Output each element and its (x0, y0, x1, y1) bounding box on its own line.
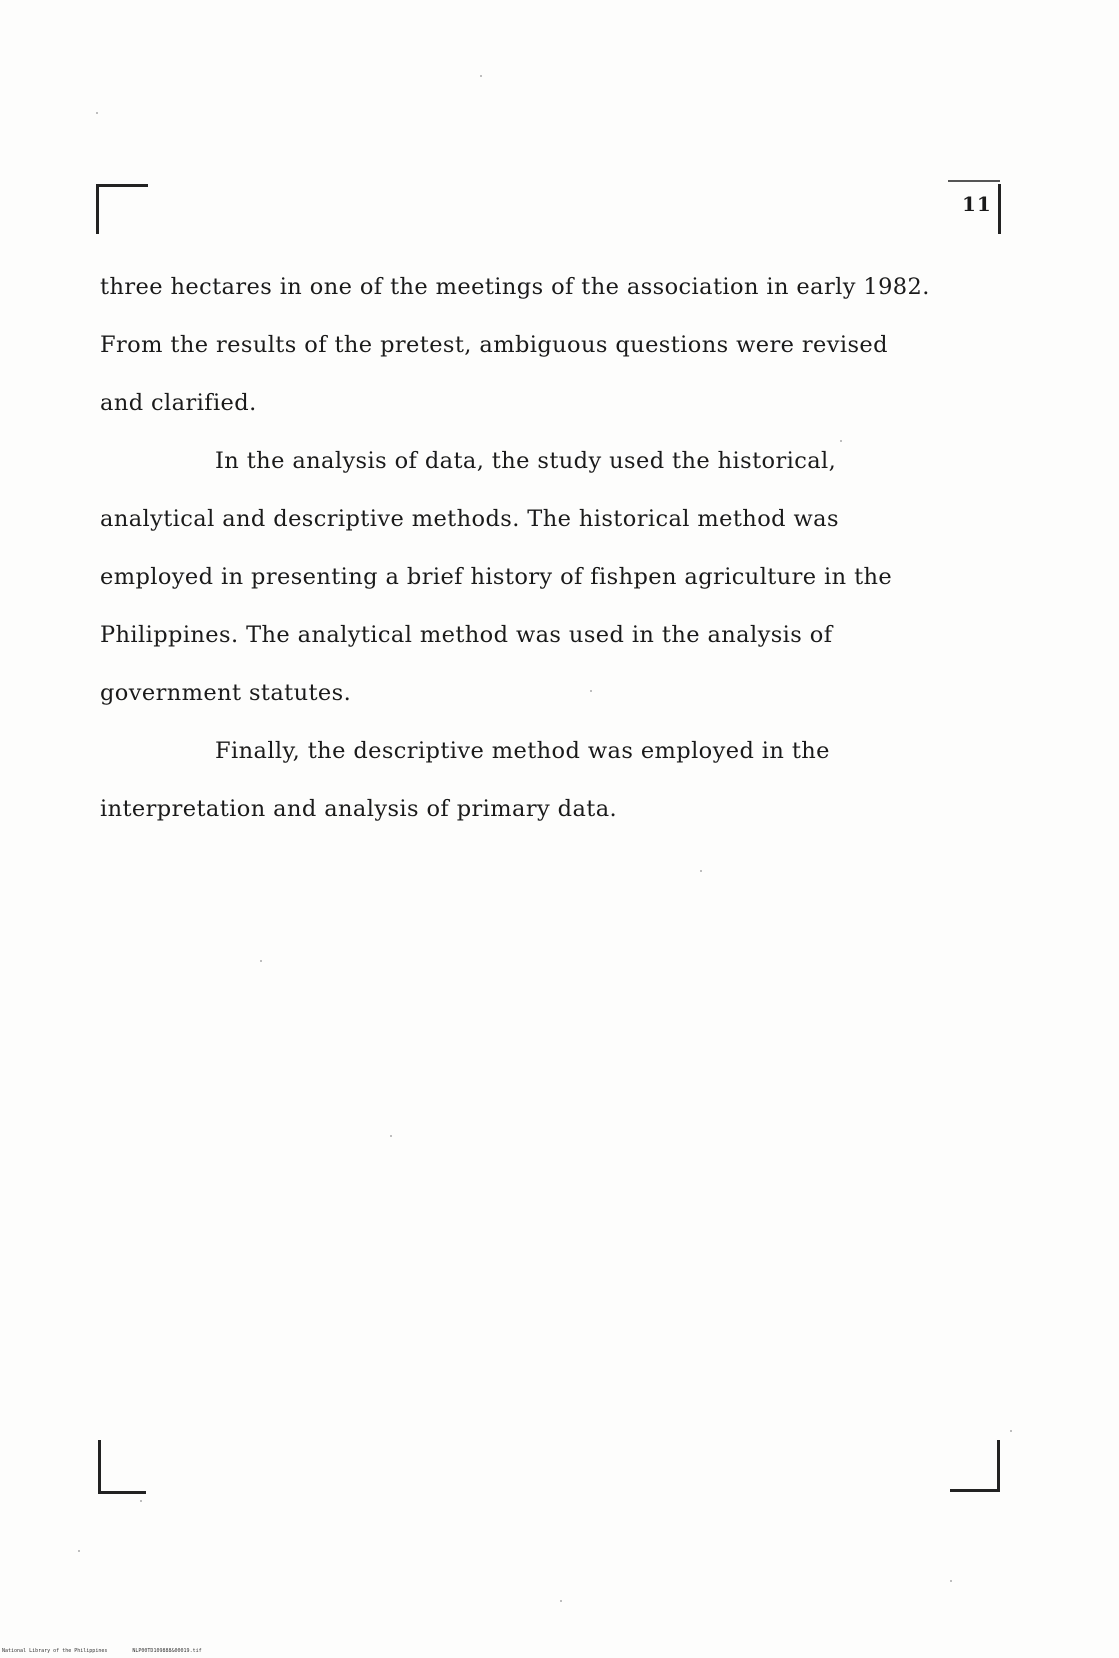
text-line: analytical and descriptive methods. The historical method was (100, 506, 839, 532)
paragraph-start-line: Finally, the descriptive method was employed in the (215, 738, 830, 764)
scan-speck (840, 440, 842, 442)
scan-speck (1010, 1430, 1012, 1432)
text-line: and clarified. (100, 390, 257, 416)
crop-mark-top-left-vertical (96, 184, 99, 234)
crop-mark-bottom-right-vertical (997, 1440, 1000, 1492)
text-line: interpretation and analysis of primary data. (100, 796, 618, 822)
scan-speck (560, 1600, 562, 1602)
scan-speck (78, 1550, 80, 1552)
footer-file-id: NLP00TD109888&00019.tif (132, 1648, 202, 1654)
crop-mark-top-right-vertical (998, 184, 1001, 234)
body-text (100, 258, 1020, 838)
scan-speck (260, 960, 262, 962)
scan-speck (700, 870, 702, 872)
text-line: employed in presenting a brief history of fishpen agriculture in the (100, 564, 893, 590)
text-line: From the results of the pretest, ambiguous questions were revised (100, 332, 888, 358)
scan-speck (390, 1135, 392, 1137)
crop-mark-bottom-left-horizontal (98, 1491, 146, 1494)
crop-mark-top-right-horizontal (948, 180, 1000, 182)
scan-speck (590, 690, 592, 692)
crop-mark-bottom-left-vertical (98, 1440, 101, 1494)
scan-speck (140, 1500, 142, 1502)
text-line: Philippines. The analytical method was used in the analysis of (100, 622, 833, 648)
text-line: three hectares in one of the meetings of the association in early 1982. (100, 274, 930, 300)
paragraph-start-line: In the analysis of data, the study used the historical, (215, 448, 837, 474)
crop-mark-bottom-right-horizontal (950, 1489, 1000, 1492)
scan-speck (950, 1580, 952, 1582)
crop-mark-top-left-horizontal (96, 184, 148, 187)
scan-speck (96, 112, 98, 114)
text-line: government statutes. (100, 680, 352, 706)
page-number: 11 (962, 192, 992, 216)
scan-footer (2, 1648, 224, 1654)
scan-speck (480, 75, 482, 77)
footer-library: National Library of the Philippines (2, 1648, 108, 1654)
